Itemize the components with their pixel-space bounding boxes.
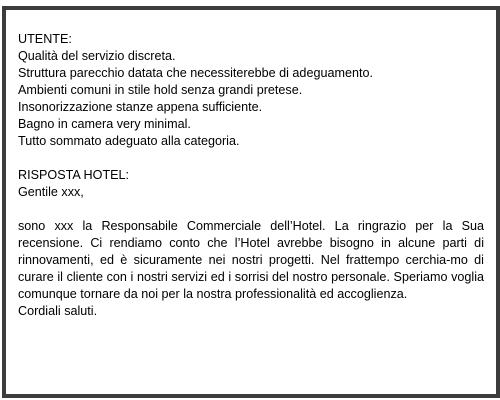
user-review-line: Bagno in camera very minimal.: [18, 117, 191, 131]
user-review-line: Tutto sommato adeguato alla categoria.: [18, 134, 240, 148]
user-heading: UTENTE:: [18, 32, 72, 46]
document-frame: [2, 6, 500, 398]
user-review-line: Qualità del servizio discreta.: [18, 49, 176, 63]
spacer: [18, 201, 484, 218]
spacer: [18, 150, 484, 167]
review-text: [18, 31, 484, 320]
hotel-response-body: sono xxx la Responsabile Commerciale dell’Hotel. La ringrazio per la Sua recensione. Ci rendiamo conto che l’Hotel avrebbe bisogno in alcune parti di rinnovamenti, ed è sicuramente nei nostri progetti. Nel frattempo cerchia-mo di curare il cliente con i nostri servizi ed i sorrisi del nostro personale. Speriamo voglia comunque tornare da noi per la nostra professionalità ed accoglienza.: [18, 219, 484, 301]
hotel-heading: RISPOSTA HOTEL:: [18, 168, 130, 182]
user-review-line: Ambienti comuni in stile hold senza grandi pretese.: [18, 83, 303, 97]
hotel-greeting: Gentile xxx,: [18, 185, 84, 199]
hotel-closing: Cordiali saluti.: [18, 304, 98, 318]
user-review-line: Struttura parecchio datata che necessiterebbe di adeguamento.: [18, 66, 373, 80]
user-review-line: Insonorizzazione stanze appena sufficiente.: [18, 100, 263, 114]
